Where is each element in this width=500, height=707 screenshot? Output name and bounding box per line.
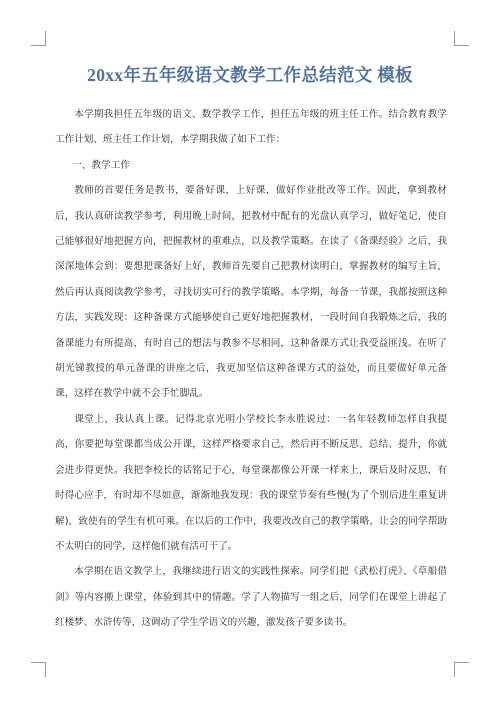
document-title: 20xx年五年级语文教学工作总结范文 模板 [87, 65, 413, 85]
paragraph-intro: 本学期我担任五年级的语文、数学教学工作，担任五年级的班主任工作。结合教育教学工作计划、班主任工作计划，本学期我做了如下工作： [55, 109, 447, 146]
crop-mark-bottom-right [454, 662, 469, 677]
crop-mark-top-right [454, 31, 469, 46]
crop-mark-bottom-left [31, 662, 46, 677]
crop-mark-top-left [31, 31, 46, 46]
document-body [55, 102, 447, 636]
paragraph-lesson-prep: 教师的首要任务是教书，要备好课，上好课，做好作业批改等工作。因此，拿到教材后，我认真研读教学参考，利用晚上时间，把教材中配有的光盘认真学习，做好笔记，使自己能够很好地把握方向，把握教材的重难点，以及教学策略。在读了《备课经验》之后，我深深地体会到：要想把课备好上好，教师首先要自己把教材读明白，掌握教材的编写主旨，然后再认真阅读教学参考，寻找切实可行的教学策略。本学期，每备一节课，我都按照这种方法，实践发现：这种备课方式能够使自己更好地把握教材，一段时间自我锻炼之后，我的备课能力有所提高，有时自己的想法与教参不尽相同，这种备课方式让我受益匪浅。在听了胡光锑教授的单元备课的讲座之后，我更加坚信这种备课方式的益处，而且要做好单元备课，这样在教学中就不会手忙脚乱。 [55, 185, 447, 400]
section-heading-teaching: 一、教学工作 [72, 159, 130, 171]
paragraph-chinese-practice: 本学期在语文教学上，我继续进行语文的实践性探索。同学们把《武松打虎》、《草船借剑》等内容搬上课堂，体验到其中的情趣。学了人物描写一组之后，同学们在课堂上讲起了红楼梦、水浒传等，这调动了学生学语文的兴趣，激发孩子要多读书。 [55, 566, 447, 629]
paragraph-classroom: 课堂上，我认真上课。记得北京光明小学校长李永胜说过：一名年轻教师怎样自我提高，你要把每堂课都当成公开课，这样严格要求自己，然后再不断反思、总结、提升，你就会进步得更快。我把李校长的话铭记于心，每堂课都像公开课一样来上，课后及时反思，有时得心应手，有时却不尽如意，渐渐地我发现：我的课堂节奏有些慢(为了个别后进生重复讲解)，致使有的学生有机可乘。在以后的工作中，我要改改自己的教学策略，让会的同学帮助不太明白的同学，这样他们就有活可干了。 [55, 413, 447, 552]
